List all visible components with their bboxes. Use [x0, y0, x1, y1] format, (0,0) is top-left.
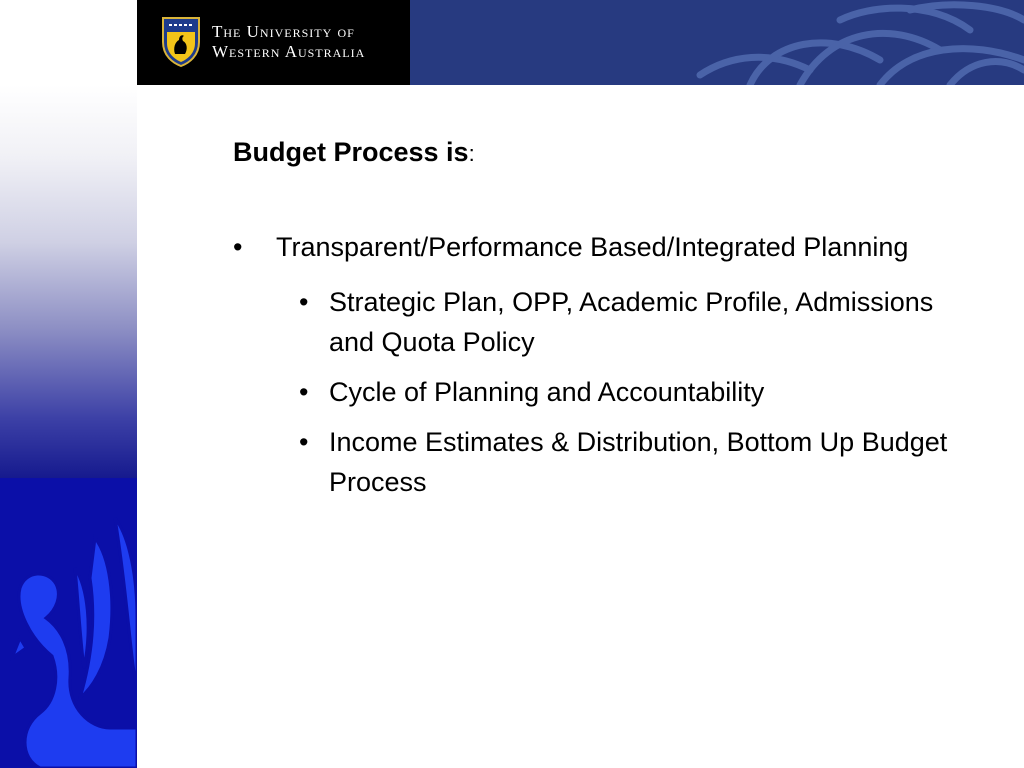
slide-title-text: Budget Process is: [233, 137, 469, 167]
left-gradient-bar: [0, 85, 137, 478]
sub-bullet-list: [233, 282, 973, 502]
bullet-text: Transparent/Performance Based/Integrated Planning: [276, 232, 909, 262]
swan-panel: [0, 478, 137, 768]
university-name-line2: Western Australia: [212, 42, 366, 61]
header-banner: [410, 0, 1024, 85]
sub-bullet-marker: •: [299, 287, 309, 317]
slide-title: [233, 132, 973, 174]
slide-title-colon: :: [468, 141, 475, 166]
sub-bullet-item: [233, 282, 949, 362]
university-logo: [137, 0, 410, 85]
sub-bullet-text: Strategic Plan, OPP, Academic Profile, Admissions and Quota Policy: [329, 287, 934, 357]
sub-bullet-item: [233, 372, 949, 412]
sub-bullet-marker: •: [299, 427, 309, 457]
black-swan-icon: [0, 478, 137, 768]
sub-bullet-item: [233, 422, 949, 502]
university-crest-icon: [161, 16, 201, 68]
sub-bullet-marker: •: [299, 377, 309, 407]
sub-bullet-text: Cycle of Planning and Accountability: [329, 377, 765, 407]
swan-feather-decoration-icon: [410, 0, 1024, 85]
bullet-marker: •: [233, 232, 243, 262]
sub-bullet-text: Income Estimates & Distribution, Bottom Up Budget Process: [329, 427, 948, 497]
university-name-line1: The University of: [212, 22, 355, 41]
bullet-item: [233, 222, 956, 272]
slide-content: [233, 132, 973, 502]
top-left-margin: [0, 0, 137, 85]
university-name: [212, 22, 365, 62]
